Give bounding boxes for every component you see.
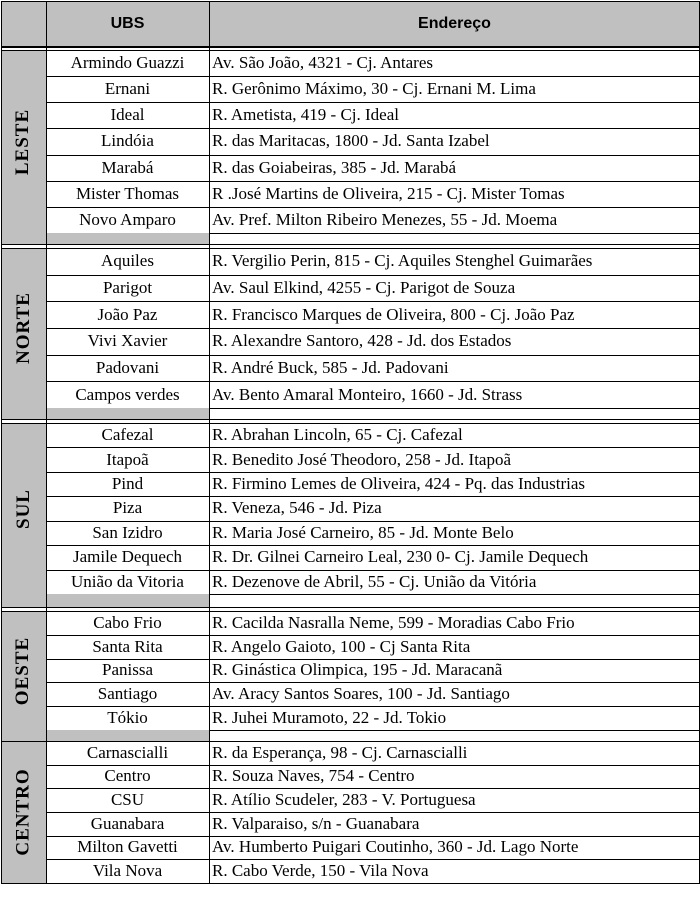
grid-line — [46, 447, 700, 448]
grid-line — [46, 635, 700, 636]
grid-line — [46, 472, 700, 473]
grid-line — [46, 301, 700, 302]
grid-line — [46, 788, 700, 789]
grid-line — [1, 248, 700, 249]
grid-line — [1, 1, 2, 884]
ubs-address: R. André Buck, 585 - Jd. Padovani — [212, 357, 449, 377]
ubs-address: R. Dr. Gilnei Carneiro Leal, 230 0- Cj. Jamile Dequech — [212, 547, 589, 567]
ubs-address: R. Souza Naves, 754 - Centro — [212, 766, 415, 786]
grid-line — [46, 659, 700, 660]
ubs-address: R. Veneza, 546 - Jd. Piza — [212, 498, 382, 518]
grid-line — [46, 328, 700, 329]
grid-line — [46, 381, 700, 382]
ubs-address: Av. Pref. Milton Ribeiro Menezes, 55 - Jd. Moema — [212, 209, 558, 229]
ubs-address: R. Alexandre Santoro, 428 - Jd. dos Estados — [212, 331, 512, 351]
ubs-address: R. da Esperança, 98 - Cj. Carnascialli — [212, 742, 468, 762]
region-cell-leste — [1, 50, 46, 233]
region-label: SUL — [12, 488, 34, 529]
grid-line — [46, 155, 700, 156]
group-separator — [1, 233, 209, 244]
grid-line — [46, 859, 700, 860]
grid-line — [46, 207, 700, 208]
grid-line — [1, 50, 700, 51]
grid-line — [46, 682, 700, 683]
ubs-name: Armindo Guazzi — [70, 53, 185, 73]
ubs-name: União da Vitoria — [71, 571, 184, 591]
region-label: CENTRO — [12, 768, 34, 856]
ubs-name: Vivi Xavier — [87, 331, 168, 351]
grid-line — [46, 1, 47, 884]
grid-line — [46, 181, 700, 182]
ubs-address: R. Juhei Muramoto, 22 - Jd. Tokio — [212, 708, 447, 728]
ubs-address: R. Atílio Scudeler, 283 - V. Portuguesa — [212, 790, 476, 810]
ubs-address: R. das Maritacas, 1800 - Jd. Santa Izabel — [212, 131, 490, 151]
ubs-name: Ernani — [104, 79, 151, 99]
ubs-name: Aquiles — [101, 251, 154, 271]
ubs-address: R. Gerônimo Máximo, 30 - Cj. Ernani M. Lima — [212, 79, 536, 99]
ubs-address: R. Maria José Carneiro, 85 - Jd. Monte Belo — [212, 522, 514, 542]
ubs-name: Pind — [111, 474, 144, 494]
ubs-address: R .José Martins de Oliveira, 215 - Cj. Mister Tomas — [212, 183, 565, 203]
ubs-name: Mister Thomas — [75, 183, 180, 203]
ubs-name: Santa Rita — [92, 636, 163, 656]
grid-line — [46, 765, 700, 766]
group-separator — [1, 408, 209, 419]
ubs-name: Milton Gavetti — [77, 837, 178, 857]
grid-line — [46, 521, 700, 522]
region-cell-oeste — [1, 611, 46, 730]
grid-line — [46, 812, 700, 813]
ubs-address: R. Angelo Gaioto, 100 - Cj Santa Rita — [212, 636, 471, 656]
grid-line — [1, 244, 700, 245]
ubs-name: Jamile Dequech — [72, 547, 183, 567]
grid-line — [46, 496, 700, 497]
header-endereco: Endereço — [209, 1, 700, 46]
ubs-name: Itapoã — [106, 449, 149, 469]
ubs-name: Piza — [112, 498, 143, 518]
region-cell-norte — [1, 248, 46, 408]
ubs-name: Marabá — [101, 157, 154, 177]
ubs-address: R. Vergilio Perin, 815 - Cj. Aquiles Stenghel Guimarães — [212, 251, 593, 271]
ubs-name: San Izidro — [92, 522, 163, 542]
ubs-name: Centro — [104, 766, 151, 786]
grid-line — [46, 355, 700, 356]
ubs-name: João Paz — [97, 304, 158, 324]
ubs-name: Vila Nova — [92, 861, 163, 881]
ubs-address: R. Valparaiso, s/n - Guanabara — [212, 813, 420, 833]
header-corner — [1, 1, 46, 46]
region-cell-centro — [1, 741, 46, 883]
ubs-name: Cabo Frio — [93, 612, 162, 632]
ubs-address: R. Firmino Lemes de Oliveira, 424 - Pq. das Industrias — [212, 474, 586, 494]
grid-line — [46, 836, 700, 837]
ubs-name: Parigot — [102, 277, 153, 297]
grid-line — [1, 741, 700, 742]
grid-line — [1, 46, 700, 48]
ubs-address: R. Abrahan Lincoln, 65 - Cj. Cafezal — [212, 425, 463, 445]
region-label: OESTE — [12, 636, 34, 705]
region-label: LESTE — [12, 108, 34, 175]
grid-line — [46, 706, 700, 707]
ubs-name: Padovani — [95, 357, 160, 377]
ubs-name: Lindóia — [101, 131, 154, 151]
ubs-name: Tókio — [107, 708, 148, 728]
ubs-name: Santiago — [97, 684, 158, 704]
ubs-address: Av. Humberto Puigari Coutinho, 360 - Jd. Lago Norte — [212, 837, 579, 857]
ubs-address: R. Francisco Marques de Oliveira, 800 - Cj. João Paz — [212, 304, 575, 324]
ubs-address: R. Ametista, 419 - Cj. Ideal — [212, 105, 399, 125]
ubs-name: Guanabara — [90, 813, 165, 833]
ubs-name: Carnascialli — [86, 742, 169, 762]
ubs-name: Novo Amparo — [79, 209, 176, 229]
ubs-address: R. Cabo Verde, 150 - Vila Nova — [212, 861, 429, 881]
grid-line — [46, 102, 700, 103]
grid-line — [1, 883, 700, 884]
group-separator — [1, 730, 209, 741]
grid-line — [1, 611, 700, 612]
ubs-name: CSU — [110, 790, 145, 810]
grid-line — [46, 545, 700, 546]
ubs-name: Cafezal — [101, 425, 154, 445]
grid-line — [1, 423, 700, 424]
grid-line — [1, 419, 700, 420]
ubs-address: R. Ginástica Olimpica, 195 - Jd. Maracanã — [212, 660, 503, 680]
ubs-address: R. Benedito José Theodoro, 258 - Jd. Itapoã — [212, 449, 512, 469]
grid-line — [46, 275, 700, 276]
ubs-address: Av. Bento Amaral Monteiro, 1660 - Jd. Strass — [212, 384, 523, 404]
ubs-address: Av. Aracy Santos Soares, 100 - Jd. Santiago — [212, 684, 510, 704]
ubs-name: Campos verdes — [75, 384, 180, 404]
ubs-name: Ideal — [110, 105, 145, 125]
grid-line — [46, 570, 700, 571]
ubs-address: R. das Goiabeiras, 385 - Jd. Marabá — [212, 157, 457, 177]
group-separator — [1, 594, 209, 607]
region-cell-sul — [1, 423, 46, 594]
ubs-address: R. Cacilda Nasralla Neme, 599 - Moradias Cabo Frio — [212, 612, 575, 632]
grid-line — [1, 607, 700, 608]
grid-line — [46, 76, 700, 77]
grid-line — [209, 1, 210, 884]
region-label: NORTE — [12, 292, 34, 364]
ubs-address: Av. Saul Elkind, 4255 - Cj. Parigot de Souza — [212, 277, 516, 297]
grid-line — [1, 1, 700, 2]
ubs-name: Panissa — [102, 660, 153, 680]
ubs-address: Av. São João, 4321 - Cj. Antares — [212, 53, 433, 73]
grid-line — [46, 128, 700, 129]
ubs-address: R. Dezenove de Abril, 55 - Cj. União da Vitória — [212, 571, 537, 591]
header-ubs: UBS — [46, 1, 209, 46]
